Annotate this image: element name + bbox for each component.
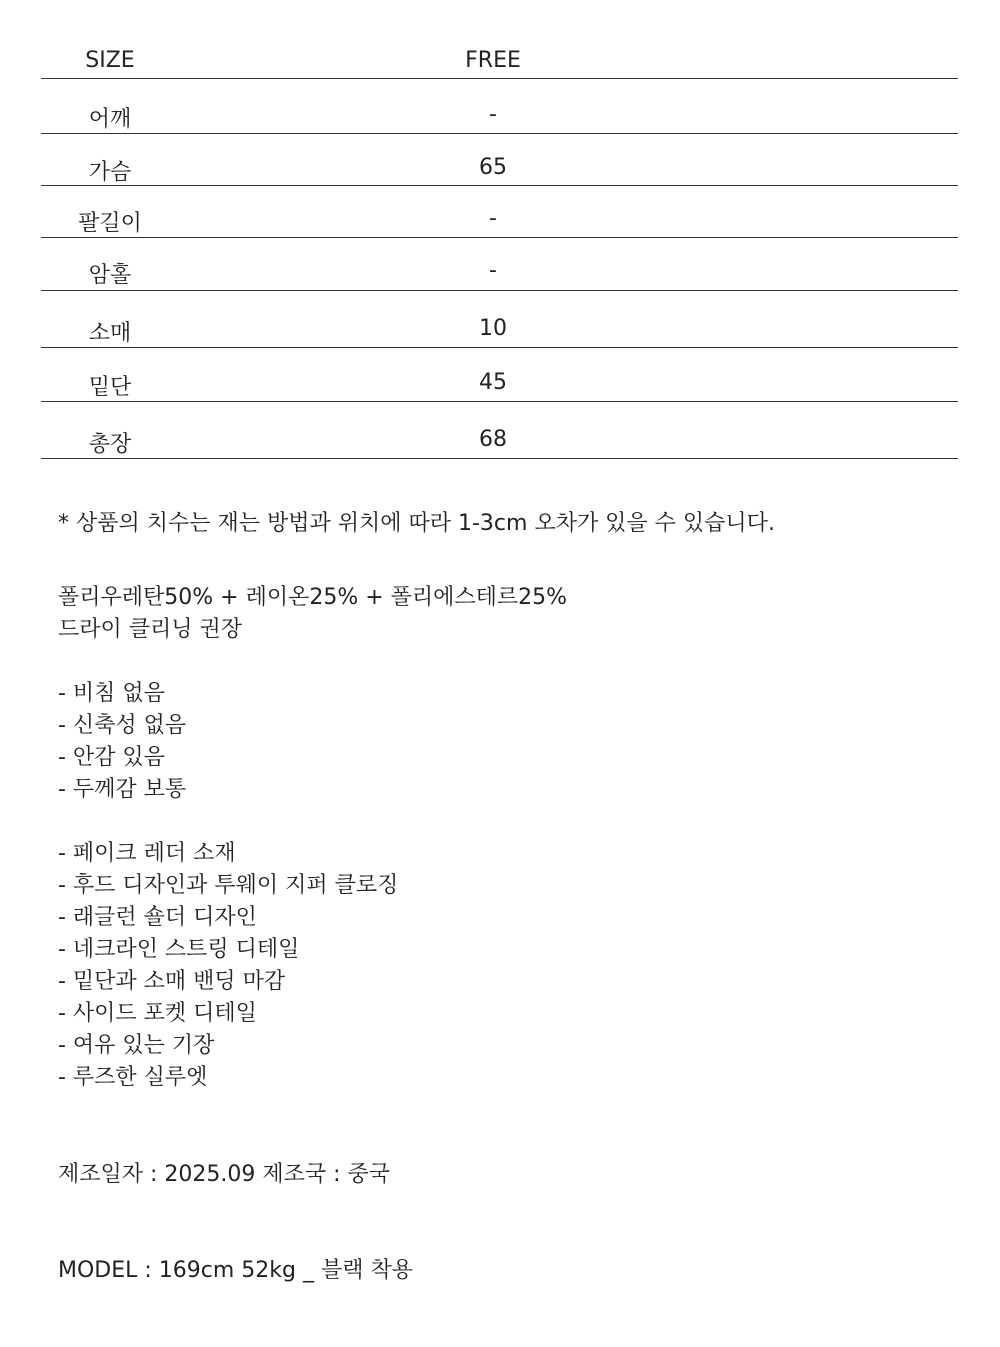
size-row-sleeve: 소매 10 bbox=[41, 291, 958, 348]
size-disclaimer: * 상품의 치수는 재는 방법과 위치에 따라 1-3cm 오차가 있을 수 있습니다. bbox=[58, 511, 775, 536]
size-header-row: SIZE FREE bbox=[41, 40, 958, 79]
material-composition: 폴리우레탄50% + 레이온25% + 폴리에스테르25% bbox=[58, 585, 568, 610]
feature-item: - 페이크 레더 소재 bbox=[58, 841, 236, 866]
care-instruction: 드라이 클리닝 권장 bbox=[58, 617, 243, 642]
model-info: MODEL : 169cm 52kg _ 블랙 착용 bbox=[58, 1258, 413, 1283]
size-row-sleeve-length: 팔길이 - bbox=[41, 186, 958, 238]
size-row-hem: 밑단 45 bbox=[41, 348, 958, 402]
feature-item: - 루즈한 실루엣 bbox=[58, 1065, 208, 1090]
size-row-armhole: 암홀 - bbox=[41, 238, 958, 291]
feature-item: - 사이드 포켓 디테일 bbox=[58, 1001, 257, 1026]
property-item: - 신축성 없음 bbox=[58, 713, 187, 738]
feature-item: - 밑단과 소매 밴딩 마감 bbox=[58, 969, 286, 994]
property-item: - 두께감 보통 bbox=[58, 777, 187, 802]
feature-item: - 래글런 숄더 디자인 bbox=[58, 905, 257, 930]
feature-item: - 후드 디자인과 투웨이 지퍼 클로징 bbox=[58, 873, 399, 898]
property-item: - 비침 없음 bbox=[58, 681, 165, 706]
property-item: - 안감 있음 bbox=[58, 745, 165, 770]
size-row-chest: 가슴 65 bbox=[41, 134, 958, 186]
product-notes bbox=[58, 508, 775, 1094]
feature-item: - 여유 있는 기장 bbox=[58, 1033, 215, 1058]
size-row-total-length: 총장 68 bbox=[41, 402, 958, 459]
feature-item: - 네크라인 스트링 디테일 bbox=[58, 937, 300, 962]
size-row-shoulder: 어깨 - bbox=[41, 79, 958, 134]
manufacture-info: 제조일자 : 2025.09 제조국 : 중국 bbox=[58, 1162, 391, 1187]
size-table bbox=[41, 40, 958, 459]
